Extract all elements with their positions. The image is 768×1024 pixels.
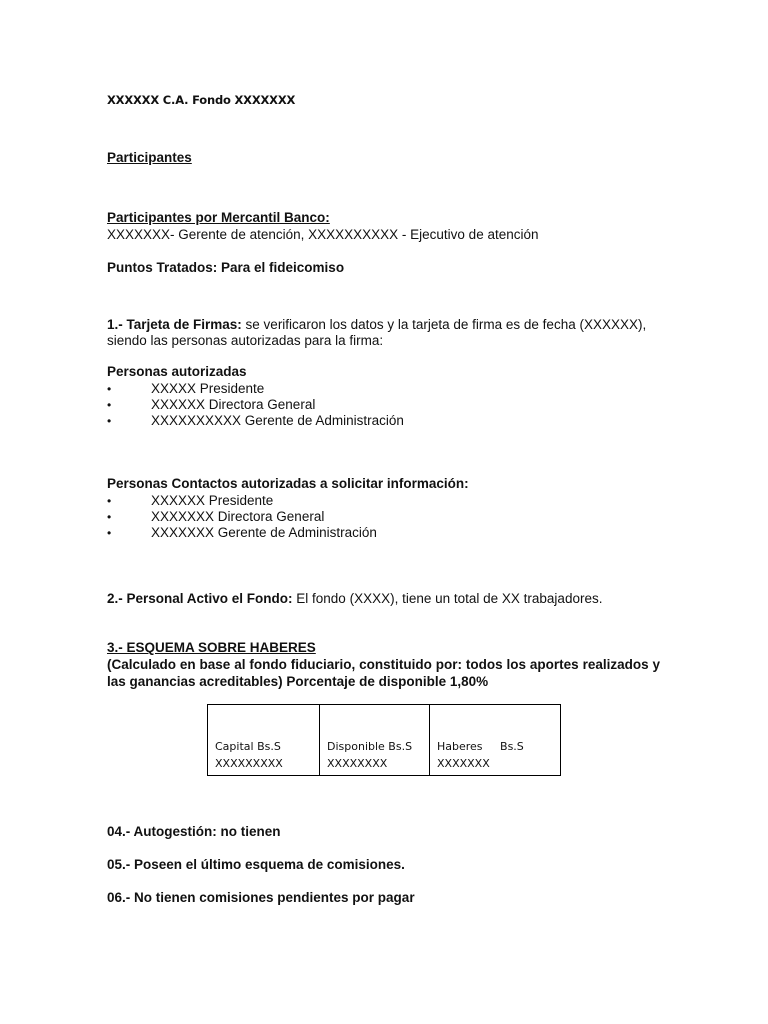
table-header: Disponible Bs.S — [327, 740, 413, 753]
item1-line2: siendo las personas autorizadas para la firma: — [107, 333, 384, 348]
table-header: Haberes Bs.S — [437, 740, 524, 753]
bullet-icon: • — [107, 526, 112, 540]
participantes-mercantil-heading: Participantes por Mercantil Banco: — [107, 210, 330, 225]
bullet-icon: • — [107, 494, 112, 508]
participantes-mercantil-detail: XXXXXXX- Gerente de atención, XXXXXXXXXX - Ejecutivo de atención — [107, 227, 539, 242]
table-cell-disponible — [320, 705, 430, 776]
bullet-icon: • — [107, 382, 112, 396]
haberes-table — [207, 704, 561, 776]
list-item: XXXXXX Directora General — [151, 397, 316, 412]
item2-line — [107, 591, 602, 606]
document-title: XXXXXX C.A. Fondo XXXXXXX — [107, 93, 296, 107]
item1-text: se verificaron los datos y la tarjeta de firma es de fecha (XXXXXX), — [241, 317, 647, 332]
item2-label: 2.- Personal Activo el Fondo: — [107, 591, 293, 606]
item6-line: 06.- No tienen comisiones pendientes por pagar — [107, 890, 415, 905]
list-item: XXXXXXXXXX Gerente de Administración — [151, 413, 404, 428]
table-row — [208, 705, 561, 776]
bullet-icon: • — [107, 414, 112, 428]
table-value: XXXXXXX — [437, 757, 490, 770]
item3-description: (Calculado en base al fondo fiduciario, constituido por: todos los aportes realizados y las ganancias acreditables) Porcentaje de disponible 1,80% — [107, 657, 660, 689]
list-item: XXXXXXX Gerente de Administración — [151, 525, 377, 540]
list-item: XXXXXXX Directora General — [151, 509, 325, 524]
table-cell-capital — [208, 705, 320, 776]
table-value: XXXXXXXXX — [215, 757, 283, 770]
puntos-tratados-heading: Puntos Tratados: Para el fideicomiso — [107, 260, 345, 275]
item1-label: 1.- Tarjeta de Firmas: — [107, 317, 242, 332]
table-header: Capital Bs.S — [215, 740, 281, 753]
item3-heading: 3.- ESQUEMA SOBRE HABERES — [107, 640, 316, 655]
list-item: XXXXX Presidente — [151, 381, 265, 396]
item1-line1 — [107, 317, 646, 332]
personas-autorizadas-heading: Personas autorizadas — [107, 364, 247, 379]
bullet-icon: • — [107, 510, 112, 524]
item5-line: 05.- Poseen el último esquema de comisiones. — [107, 857, 405, 872]
table-value: XXXXXXXX — [327, 757, 388, 770]
bullet-icon: • — [107, 398, 112, 412]
item4-line: 04.- Autogestión: no tienen — [107, 824, 281, 839]
table-cell-haberes — [430, 705, 561, 776]
participantes-heading: Participantes — [107, 150, 192, 165]
item2-text: El fondo (XXXX), tiene un total de XX trabajadores. — [292, 591, 603, 606]
list-item: XXXXXX Presidente — [151, 493, 274, 508]
personas-contactos-heading: Personas Contactos autorizadas a solicitar información: — [107, 476, 469, 491]
